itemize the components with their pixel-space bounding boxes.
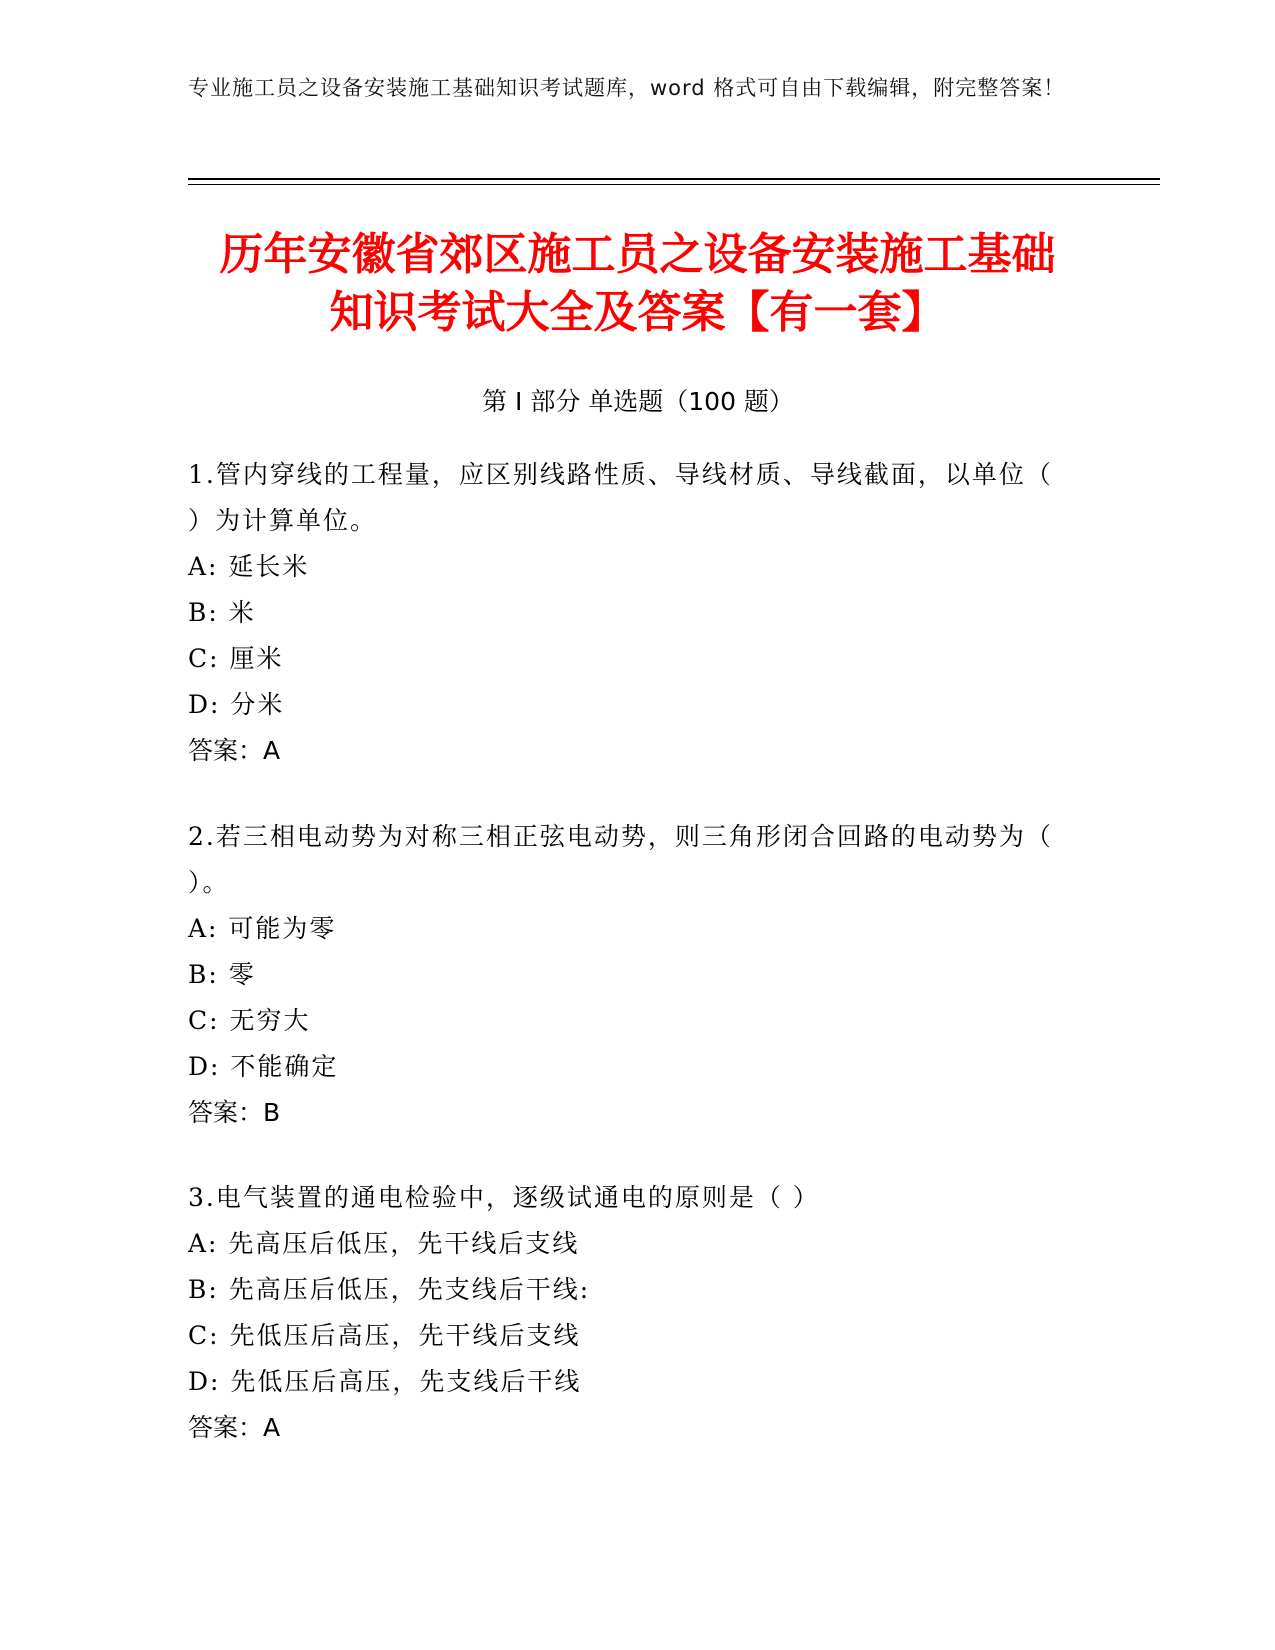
option-d: D: 分米 (188, 690, 285, 719)
option-c: C: 无穷大 (188, 1006, 311, 1035)
option-a: A: 先高压后低压，先干线后支线 (188, 1229, 580, 1258)
option-d: D: 不能确定 (188, 1052, 339, 1081)
document-title-line-1: 历年安徽省郊区施工员之设备安装施工基础 (219, 229, 1056, 280)
answer: 答案：A (188, 1413, 281, 1442)
question-stem: 2.若三相电动势为对称三相正弦电动势，则三角形闭合回路的电动势为（ ）。 (188, 822, 1053, 897)
option-b: B: 先高压后低压，先支线后干线: (188, 1275, 591, 1304)
question-stem: 3.电气装置的通电检验中，逐级试通电的原则是（ ） (188, 1183, 820, 1212)
question-1 (188, 452, 1068, 774)
header-note: 专业施工员之设备安装施工基础知识考试题库，word 格式可自由下载编辑，附完整答案！ (188, 76, 1066, 100)
question-3 (188, 1175, 1068, 1451)
document-title (140, 226, 1135, 342)
header-rule-thick (188, 178, 1160, 180)
document-title-line-2: 知识考试大全及答案【有一套】 (329, 287, 946, 338)
option-a: A: 可能为零 (188, 914, 337, 943)
header-rule-thin (188, 184, 1160, 185)
answer: 答案：A (188, 736, 281, 765)
question-stem: 1.管内穿线的工程量，应区别线路性质、导线材质、导线截面，以单位（ ）为计算单位。 (188, 460, 1053, 535)
answer: 答案：B (188, 1098, 281, 1127)
question-2 (188, 814, 1068, 1136)
option-a: A: 延长米 (188, 552, 310, 581)
option-b: B: 米 (188, 598, 256, 627)
option-b: B: 零 (188, 960, 256, 989)
option-c: C: 先低压后高压，先干线后支线 (188, 1321, 581, 1350)
option-c: C: 厘米 (188, 644, 284, 673)
option-d: D: 先低压后高压，先支线后干线 (188, 1367, 582, 1396)
section-title: 第 I 部分 单选题（100 题） (482, 387, 794, 416)
